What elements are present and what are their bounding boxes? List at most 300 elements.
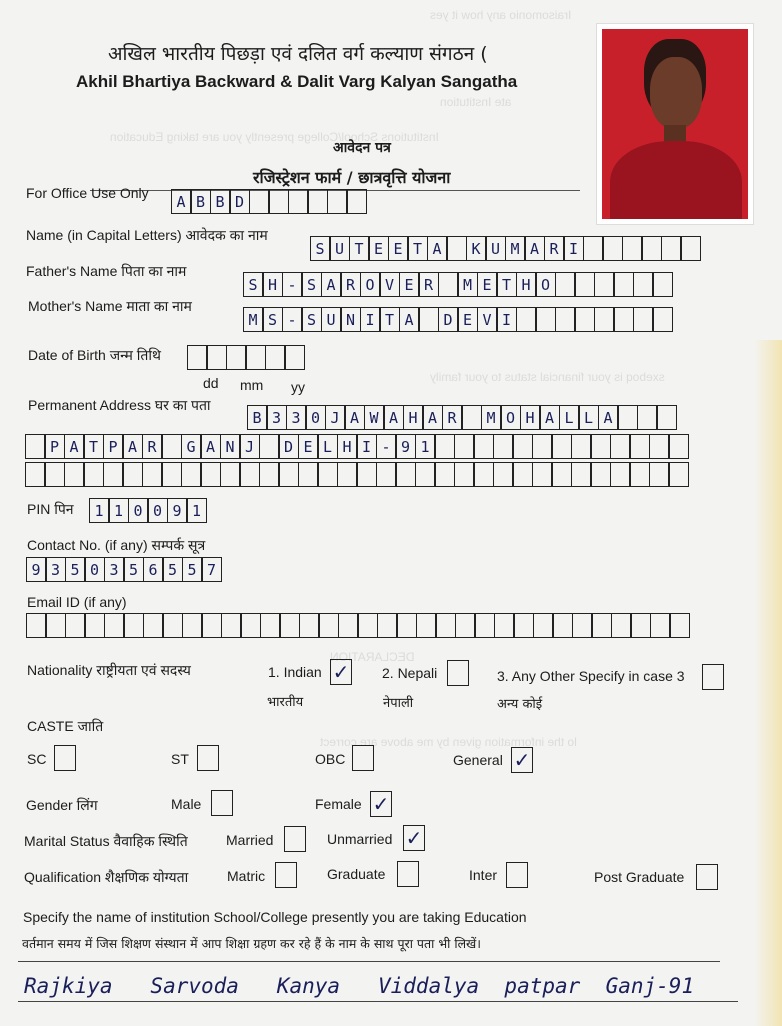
char-box: 5 [182,557,203,582]
char-box [583,236,604,261]
char-box: S [262,307,283,332]
char-box: R [442,405,463,430]
char-box [551,462,572,487]
char-box [649,462,670,487]
caste-sc-checkbox[interactable] [54,745,76,771]
char-box [571,462,592,487]
bleed-through-text: Institutions School/College presently you are taking Education [110,130,439,144]
char-box [512,434,533,459]
char-box: A [383,405,404,430]
char-box [446,236,467,261]
char-box: 0 [84,557,105,582]
form-subtitle: रजिस्ट्रेशन फार्म / छात्रवृत्ति योजना [253,168,451,187]
char-box: H [262,272,283,297]
char-box [245,345,266,370]
char-box [416,613,437,638]
char-box: U [485,236,506,261]
char-box: M [505,236,526,261]
char-box [641,236,662,261]
char-box: B [247,405,268,430]
char-box [142,462,163,487]
char-box [123,613,144,638]
char-box [83,462,104,487]
caste-general-checkbox[interactable] [511,747,533,773]
char-box [200,462,221,487]
char-box [327,189,348,214]
char-box: A [524,236,545,261]
char-box [201,613,222,638]
gender-label: Gender लिंग [26,797,98,813]
char-box: E [368,236,389,261]
char-box: B [190,189,211,214]
char-box [594,272,615,297]
check-mark: ✓ [513,749,531,772]
gender-male-checkbox[interactable] [211,790,233,816]
char-box [668,434,689,459]
office-use-label: For Office Use Only [26,185,149,201]
char-box [493,434,514,459]
char-box: - [376,434,397,459]
char-box [613,307,634,332]
char-box [187,345,208,370]
char-box [611,613,632,638]
caste-obc-label: OBC [315,751,346,767]
char-box: 3 [286,405,307,430]
bleed-through-text: lo the information given by me above are correct [320,735,577,749]
nationality-indian-hindi: भारतीय [267,695,304,710]
char-box [220,462,241,487]
char-box [376,462,397,487]
qualification-matric-checkbox[interactable] [275,862,297,888]
char-box [206,345,227,370]
institution-value[interactable]: Rajkiya Sarvoda Kanya Viddalya patpar Ganj-91 [24,974,695,998]
header-title-hindi: अखिल भारतीय पिछड़ा एवं दलित वर्ग कल्याण संगठन ( [108,43,488,65]
char-box: A [321,272,342,297]
char-box [551,434,572,459]
char-box: B [210,189,231,214]
gender-female-label: Female [315,796,362,812]
char-box: R [544,236,565,261]
contact-label: Contact No. (if any) सम्पर्क सूत्र [27,537,206,553]
check-mark: ✓ [332,661,350,684]
char-box: T [407,236,428,261]
char-box: 1 [108,498,129,523]
char-box: A [344,405,365,430]
nationality-other-hindi: अन्य कोई [497,697,543,712]
char-box: A [200,434,221,459]
char-box [473,434,494,459]
address-label: Permanent Address घर का पता [28,397,211,413]
gender-female-checkbox[interactable] [370,791,392,817]
char-box [630,613,651,638]
nationality-indian-checkbox[interactable] [330,659,352,685]
char-box [574,272,595,297]
char-box: A [422,405,443,430]
char-box [265,345,286,370]
caste-st-checkbox[interactable] [197,745,219,771]
char-box [652,272,673,297]
char-box: M [481,405,502,430]
name-boxes[interactable] [311,236,701,261]
caste-st-label: ST [171,751,189,767]
char-box: - [282,307,303,332]
char-box [571,434,592,459]
char-box [317,462,338,487]
address-line1-boxes[interactable] [248,405,677,430]
char-box [346,189,367,214]
qualification-inter-checkbox[interactable] [506,862,528,888]
email-boxes[interactable] [27,613,690,638]
char-box: D [278,434,299,459]
char-box: T [496,272,517,297]
char-box [356,462,377,487]
char-box: 5 [123,557,144,582]
char-box: I [563,236,584,261]
char-box [434,434,455,459]
paper-stain [754,340,782,1026]
char-box [474,613,495,638]
char-box: 0 [305,405,326,430]
char-box [633,307,654,332]
char-box [668,462,689,487]
char-box [377,613,398,638]
char-box [594,307,615,332]
char-box [396,613,417,638]
bleed-through-text: ate Institution [440,95,512,109]
char-box [418,307,439,332]
email-label: Email ID (if any) [27,594,127,610]
char-box: L [578,405,599,430]
char-box [338,613,359,638]
char-box: 9 [167,498,188,523]
char-box: 5 [162,557,183,582]
char-box [337,462,358,487]
char-box: 5 [65,557,86,582]
char-box [259,434,280,459]
caste-obc-checkbox[interactable] [352,745,374,771]
char-box [288,189,309,214]
char-box: R [142,434,163,459]
char-box [512,462,533,487]
char-box [572,613,593,638]
char-box [617,405,638,430]
char-box [434,462,455,487]
char-box: 9 [395,434,416,459]
char-box: A [427,236,448,261]
char-box: R [418,272,439,297]
char-box: A [399,307,420,332]
dob-mm-hint: mm [240,377,264,393]
char-box [279,613,300,638]
char-box [259,462,280,487]
char-box [629,462,650,487]
char-box [493,462,514,487]
char-box [64,462,85,487]
char-box: P [103,434,124,459]
char-box: A [64,434,85,459]
char-box: 1 [415,434,436,459]
char-box [104,613,125,638]
char-box [633,272,654,297]
char-box: 1 [89,498,110,523]
char-box [602,236,623,261]
applicant-photo [596,23,754,225]
check-mark: ✓ [405,827,423,850]
application-label: आवेदन पत्र [333,140,391,156]
office-use-boxes [172,189,367,214]
char-box [473,462,494,487]
char-box [25,462,46,487]
name-label: Name (in Capital Letters) आवेदक का नाम [26,227,268,243]
char-box [610,434,631,459]
char-box: S [301,272,322,297]
marital-unmarried-checkbox[interactable] [403,825,425,851]
char-box [278,462,299,487]
nationality-other-checkbox[interactable] [702,664,724,690]
char-box: T [349,236,370,261]
char-box [221,613,242,638]
char-box [669,613,690,638]
char-box: U [321,307,342,332]
char-box: E [298,434,319,459]
char-box: M [243,307,264,332]
char-box: 9 [26,557,47,582]
qualification-postgraduate-label: Post Graduate [594,869,685,885]
char-box [637,405,658,430]
char-box [555,307,576,332]
institution-top-rule [18,961,720,962]
char-box [44,462,65,487]
gender-male-label: Male [171,796,202,812]
char-box [181,462,202,487]
char-box [661,236,682,261]
bleed-through-text: Iraisomonio any how it yes [430,8,572,22]
char-box: 7 [201,557,222,582]
char-box [650,613,671,638]
contact-boxes[interactable] [27,557,222,582]
char-box: 0 [128,498,149,523]
char-box: S [301,307,322,332]
char-box: 0 [147,498,168,523]
qualification-inter-label: Inter [469,867,498,883]
char-box [226,345,247,370]
char-box [239,462,260,487]
char-box: D [229,189,250,214]
char-box [590,462,611,487]
char-box: A [171,189,192,214]
char-box [455,613,476,638]
char-box: 6 [143,557,164,582]
char-box: A [122,434,143,459]
char-box [532,462,553,487]
marital-married-checkbox[interactable] [284,826,306,852]
char-box [162,613,183,638]
char-box [182,613,203,638]
char-box [555,272,576,297]
char-box [454,434,475,459]
char-box [260,613,281,638]
marital-label: Marital Status वैवाहिक स्थिति [24,833,188,849]
nationality-nepali-hindi: नेपाली [383,696,414,711]
qualification-matric-label: Matric [227,868,266,884]
qualification-postgraduate-checkbox[interactable] [696,864,718,890]
qualification-label: Qualification शैक्षणिक योग्यता [24,869,189,885]
char-box: M [457,272,478,297]
bleed-through-text: DECLARATION [330,650,415,664]
char-box [122,462,143,487]
nationality-indian-label: 1. Indian [268,664,322,680]
char-box [415,462,436,487]
char-box: D [438,307,459,332]
char-box: J [325,405,346,430]
char-box [26,613,47,638]
char-box [454,462,475,487]
char-box: N [220,434,241,459]
char-box [535,307,556,332]
char-box: E [388,236,409,261]
char-box [513,613,534,638]
char-box: O [360,272,381,297]
char-box [318,613,339,638]
char-box: L [559,405,580,430]
char-box: E [477,272,498,297]
dob-dd-hint: dd [203,375,219,391]
char-box [298,462,319,487]
caste-label: CASTE जाति [27,718,104,734]
char-box [532,434,553,459]
char-box [299,613,320,638]
char-box: R [340,272,361,297]
char-box [552,613,573,638]
char-box: U [329,236,350,261]
address-line2-boxes[interactable] [26,434,689,459]
char-box: 3 [104,557,125,582]
char-box [680,236,701,261]
char-box: I [356,434,377,459]
char-box [461,405,482,430]
char-box [494,613,515,638]
char-box: A [539,405,560,430]
char-box: O [535,272,556,297]
char-box: J [239,434,260,459]
char-box [161,434,182,459]
qualification-graduate-label: Graduate [327,866,386,882]
char-box [629,434,650,459]
char-box: V [379,272,400,297]
char-box: H [520,405,541,430]
char-box: 3 [45,557,66,582]
char-box [143,613,164,638]
char-box: - [282,272,303,297]
char-box [307,189,328,214]
char-box: 1 [186,498,207,523]
mother-name-label: Mother's Name माता का नाम [28,298,192,314]
bleed-through-text: sxeboq is your financial status to your family [430,370,665,384]
char-box [652,307,673,332]
father-name-boxes[interactable] [244,272,673,297]
marital-unmarried-label: Unmarried [327,831,393,847]
check-mark: ✓ [372,793,390,816]
nationality-nepali-label: 2. Nepali [382,665,438,681]
char-box: I [496,307,517,332]
char-box [438,272,459,297]
char-box [590,434,611,459]
char-box: L [317,434,338,459]
char-box [284,345,305,370]
char-box [591,613,612,638]
nationality-nepali-checkbox[interactable] [447,660,469,686]
char-box: S [243,272,264,297]
pin-label: PIN पिन [27,501,74,517]
char-box [240,613,261,638]
institution-label-english: Specify the name of institution School/College presently you are taking Education [23,909,527,925]
char-box: W [364,405,385,430]
char-box: S [310,236,331,261]
institution-bottom-rule [18,1001,738,1002]
char-box: 3 [266,405,287,430]
mother-name-boxes[interactable] [244,307,673,332]
pin-boxes[interactable] [90,498,207,523]
char-box [622,236,643,261]
char-box [656,405,677,430]
char-box [25,434,46,459]
char-box [357,613,378,638]
dob-yy-hint: yy [291,379,305,395]
dob-boxes[interactable] [188,345,305,370]
char-box: G [181,434,202,459]
char-box: O [500,405,521,430]
father-name-label: Father's Name पिता का नाम [26,263,187,279]
char-box: T [379,307,400,332]
dob-label: Date of Birth जन्म तिथि [28,347,161,363]
qualification-graduate-checkbox[interactable] [397,861,419,887]
char-box [613,272,634,297]
char-box [161,462,182,487]
address-line3-boxes[interactable] [26,462,689,487]
char-box: H [337,434,358,459]
char-box [395,462,416,487]
char-box [45,613,66,638]
char-box [65,613,86,638]
char-box: A [598,405,619,430]
caste-sc-label: SC [27,751,47,767]
char-box: E [457,307,478,332]
char-box [249,189,270,214]
char-box: V [477,307,498,332]
char-box: T [83,434,104,459]
marital-married-label: Married [226,832,274,848]
char-box: K [466,236,487,261]
char-box [649,434,670,459]
char-box: E [399,272,420,297]
nationality-other-label: 3. Any Other Specify in case 3 [497,668,685,684]
char-box [533,613,554,638]
caste-general-label: General [453,752,503,768]
char-box: H [403,405,424,430]
char-box [435,613,456,638]
char-box [84,613,105,638]
nationality-label: Nationality राष्ट्रीयता एवं सदस्य [27,662,191,678]
char-box [610,462,631,487]
char-box [516,307,537,332]
header-title-english: Akhil Bhartiya Backward & Dalit Varg Kalyan Sangatha [76,72,518,91]
char-box: I [360,307,381,332]
char-box [574,307,595,332]
char-box [268,189,289,214]
char-box: P [44,434,65,459]
institution-label-hindi: वर्तमान समय में जिस शिक्षण संस्थान में आप शिक्षा ग्रहण कर रहे हैं के नाम के साथ पूरा पता भी लिखें। [22,936,482,951]
char-box: N [340,307,361,332]
